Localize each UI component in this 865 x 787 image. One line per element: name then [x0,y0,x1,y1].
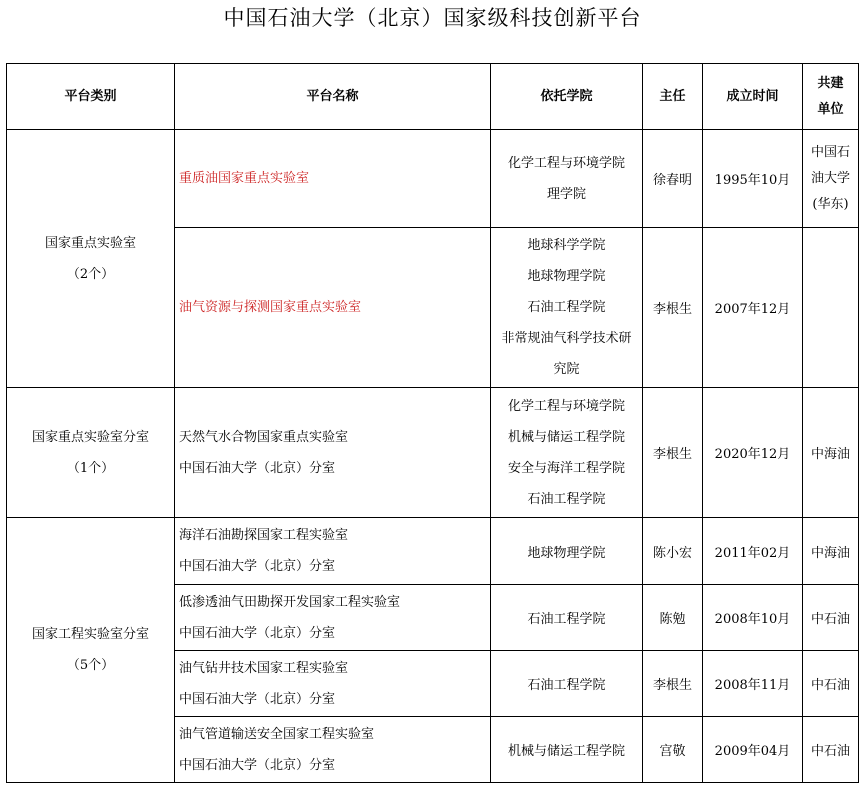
founded-cell: 1995年10月 [703,130,803,228]
header-founded: 成立时间 [703,64,803,130]
platform-name: 天然气水合物国家重点实验室 [179,429,349,445]
platform-name-cell [175,518,491,585]
founded-cell: 2007年12月 [703,228,803,388]
college-cell [491,388,643,518]
director-cell: 李根生 [643,228,703,388]
platform-subname: 中国石油大学（北京）分室 [179,757,336,773]
platform-subname: 中国石油大学（北京）分室 [179,691,336,707]
header-college: 依托学院 [491,64,643,130]
table-row [7,388,859,518]
partner-cell: 中海油 [803,388,859,518]
partner-line: (华东) [812,196,849,212]
header-category: 平台类别 [7,64,175,130]
college-name: 石油工程学院 [527,491,606,507]
category-label: 国家工程实验室分室 [31,627,149,642]
college-name: 理学院 [546,186,586,202]
college-cell: 石油工程学院 [491,651,643,717]
category-label: 国家重点实验室分室 [31,429,149,445]
platform-name-cell [175,651,491,717]
college-cell: 石油工程学院 [491,585,643,651]
platform-name: 海洋石油勘探国家工程实验室 [179,528,349,543]
director-cell: 宫敬 [643,717,703,783]
header-partner [803,64,859,130]
director-cell: 陈小宏 [643,518,703,585]
page-title: 中国石油大学（北京）国家级科技创新平台 [223,6,642,30]
college-name: 非常规油气科学技术研 [501,331,632,346]
platform-name: 油气钻井技术国家工程实验室 [179,660,349,676]
platform-name-cell [175,388,491,518]
platform-subname: 中国石油大学（北京）分室 [179,559,336,574]
college-name: 化学工程与环境学院 [507,155,625,171]
founded-cell: 2009年04月 [703,717,803,783]
platform-name: 油气资源与探测国家重点实验室 [179,300,362,315]
table-row [7,518,859,585]
category-cell [7,388,175,518]
header-name: 平台名称 [175,64,491,130]
college-name: 地球科学学院 [527,238,606,253]
platform-subname: 中国石油大学（北京）分室 [179,460,336,476]
college-name: 地球物理学院 [527,269,606,284]
director-cell: 徐春明 [643,130,703,228]
header-partner-line2: 单位 [817,101,844,117]
director-cell: 陈勉 [643,585,703,651]
college-name: 化学工程与环境学院 [507,398,625,414]
platform-name: 油气管道输送安全国家工程实验室 [179,726,375,742]
partner-cell: 中石油 [803,651,859,717]
founded-cell: 2008年10月 [703,585,803,651]
platform-name: 重质油国家重点实验室 [179,171,310,186]
table-header-row [7,64,859,130]
college-cell: 机械与储运工程学院 [491,717,643,783]
college-cell: 地球物理学院 [491,518,643,585]
college-name: 石油工程学院 [527,300,606,315]
platform-name-cell [175,130,491,228]
director-cell: 李根生 [643,651,703,717]
platform-subname: 中国石油大学（北京）分室 [179,625,336,641]
college-name: 机械与储运工程学院 [507,429,625,445]
founded-cell: 2020年12月 [703,388,803,518]
partner-line: 中国石 [810,144,850,160]
partner-cell: 中石油 [803,717,859,783]
category-cell [7,518,175,783]
college-name: 安全与海洋工程学院 [507,460,625,476]
table-row [7,130,859,228]
category-cell [7,130,175,388]
partner-cell: 中海油 [803,518,859,585]
header-partner-line1: 共建 [817,75,844,91]
platform-table [6,63,859,783]
platform-name-cell [175,228,491,388]
partner-cell [803,130,859,228]
founded-cell: 2011年02月 [703,518,803,585]
category-count: （2个） [66,266,115,282]
college-cell [491,228,643,388]
college-name: 究院 [553,362,580,377]
partner-cell: 中石油 [803,585,859,651]
header-director: 主任 [643,64,703,130]
college-cell [491,130,643,228]
director-cell: 李根生 [643,388,703,518]
platform-name-cell [175,717,491,783]
partner-line: 油大学 [810,170,850,186]
category-count: （1个） [66,460,115,476]
founded-cell: 2008年11月 [703,651,803,717]
platform-name-cell [175,585,491,651]
partner-cell [803,228,859,388]
category-count: （5个） [66,658,115,673]
category-label: 国家重点实验室 [44,235,136,251]
platform-name: 低渗透油气田勘探开发国家工程实验室 [179,594,401,610]
